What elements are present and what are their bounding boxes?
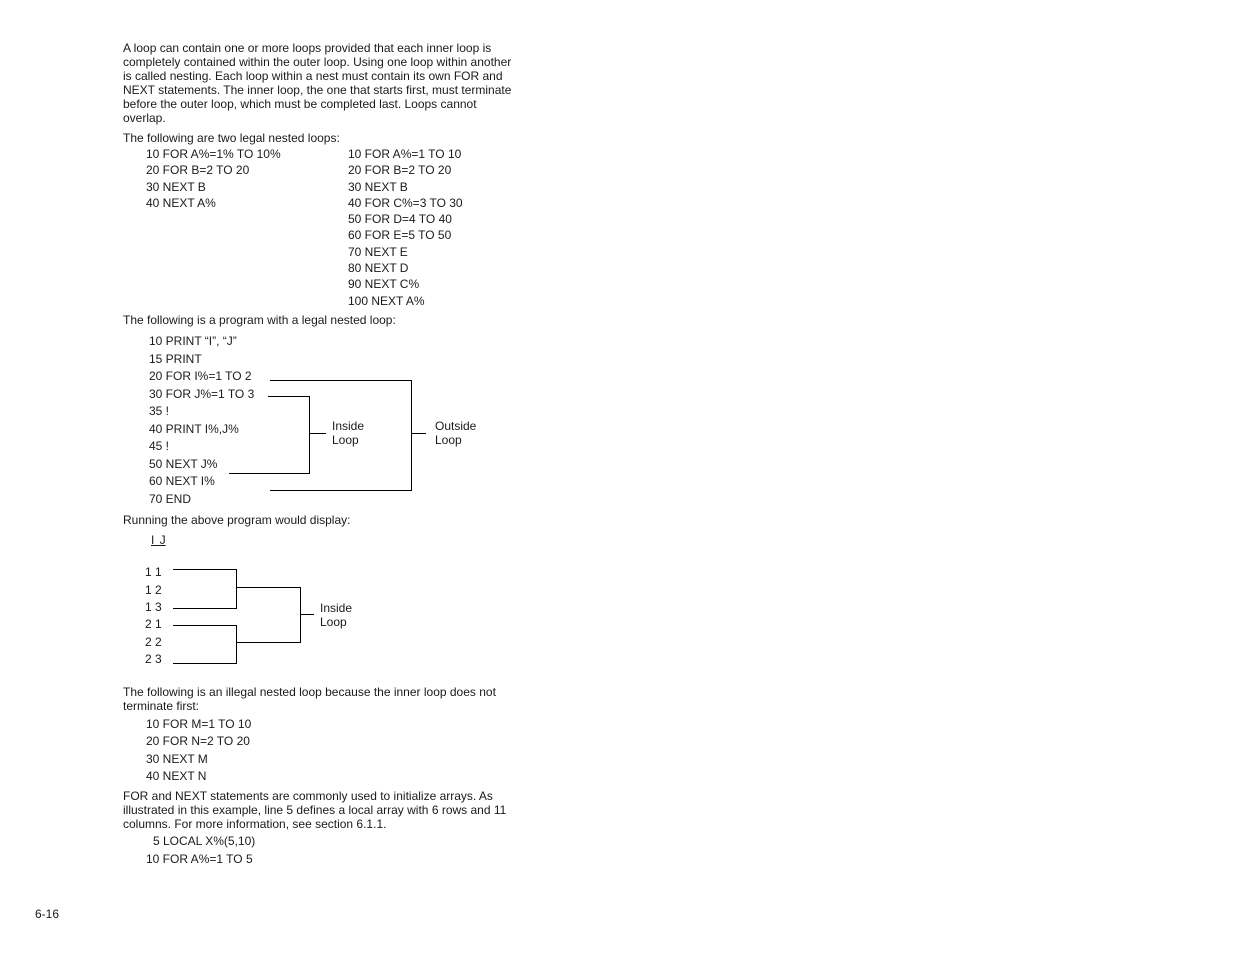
code-line: 30 FOR J%=1 TO 3	[149, 387, 255, 401]
code-line: 70 END	[149, 492, 192, 506]
code-line: 10 FOR A%=1% TO 10%	[146, 147, 281, 161]
inside-loop-tick	[309, 433, 326, 434]
code-line: 10 FOR A%=1 TO 5	[146, 852, 253, 866]
inside-loop-bracket	[229, 396, 310, 474]
output-bracket-second	[173, 625, 237, 664]
code-line: 20 FOR N=2 TO 20	[146, 734, 250, 748]
code-line: 50 NEXT J%	[149, 457, 218, 471]
code-line: 15 PRINT	[149, 352, 202, 366]
illegal-loop-intro: The following is an illegal nested loop because the inner loop does not terminate first:	[123, 685, 496, 713]
code-line: 60 NEXT I%	[149, 474, 215, 488]
output-bracket-first	[173, 569, 237, 609]
code-line: 30 NEXT B	[146, 180, 206, 194]
code-line: 30 NEXT M	[146, 752, 208, 766]
inside-loop-label: Inside Loop	[332, 419, 365, 447]
arrays-paragraph: FOR and NEXT statements are commonly used to initialize arrays. As illustrated in this example, line 5 defines a local array with 6 rows and 11 columns. For more information, see section 6.1.1.	[123, 789, 507, 831]
output-header: I J	[151, 533, 166, 547]
output-bracket-outer	[236, 587, 301, 643]
code-line: 50 FOR D=4 TO 40	[348, 212, 452, 226]
code-line: 40 NEXT A%	[146, 196, 216, 210]
nesting-paragraph: A loop can contain one or more loops provided that each inner loop is completely contained within the outer loop. Using one loop within another is called nesting. Each loop within a nest must contain its own FOR and NEXT statements. The inner loop, the one that starts first, must terminate before the outer loop, which must be completed last. Loops cannot overlap.	[123, 41, 512, 125]
code-line: 60 FOR E=5 TO 50	[348, 228, 452, 242]
output-row: 2 2	[145, 635, 162, 649]
output-inside-loop-label: Inside Loop	[320, 601, 353, 629]
output-row: 2 3	[145, 652, 162, 666]
page-number: 6-16	[35, 907, 60, 921]
code-line: 10 FOR A%=1 TO 10	[348, 147, 462, 161]
code-line: 5 LOCAL X%(5,10)	[153, 834, 256, 848]
code-line: 40 PRINT I%,J%	[149, 422, 239, 436]
code-line: 70 NEXT E	[348, 245, 408, 259]
output-row: 1 3	[145, 600, 162, 614]
code-line: 10 FOR M=1 TO 10	[146, 717, 252, 731]
output-bracket-tick	[300, 614, 314, 615]
code-line: 45 !	[149, 439, 170, 453]
code-line: 90 NEXT C%	[348, 277, 420, 291]
code-line: 40 NEXT N	[146, 769, 207, 783]
code-line: 10 PRINT “I”, “J”	[149, 334, 237, 348]
code-line: 30 NEXT B	[348, 180, 408, 194]
code-line: 20 FOR I%=1 TO 2	[149, 369, 252, 383]
outside-loop-tick	[411, 433, 426, 434]
inside-loop-top	[268, 396, 310, 397]
legal-loops-intro: The following are two legal nested loops:	[123, 131, 340, 145]
output-row: 1 1	[145, 565, 162, 579]
code-line: 20 FOR B=2 TO 20	[146, 163, 250, 177]
running-paragraph: Running the above program would display:	[123, 513, 351, 527]
code-line: 100 NEXT A%	[348, 294, 425, 308]
outside-loop-label: Outside Loop	[435, 419, 477, 447]
code-line: 40 FOR C%=3 TO 30	[348, 196, 463, 210]
output-row: 2 1	[145, 617, 162, 631]
output-row: 1 2	[145, 583, 162, 597]
program-intro: The following is a program with a legal nested loop:	[123, 313, 396, 327]
code-line: 20 FOR B=2 TO 20	[348, 163, 452, 177]
code-line: 35 !	[149, 404, 170, 418]
code-line: 80 NEXT D	[348, 261, 409, 275]
